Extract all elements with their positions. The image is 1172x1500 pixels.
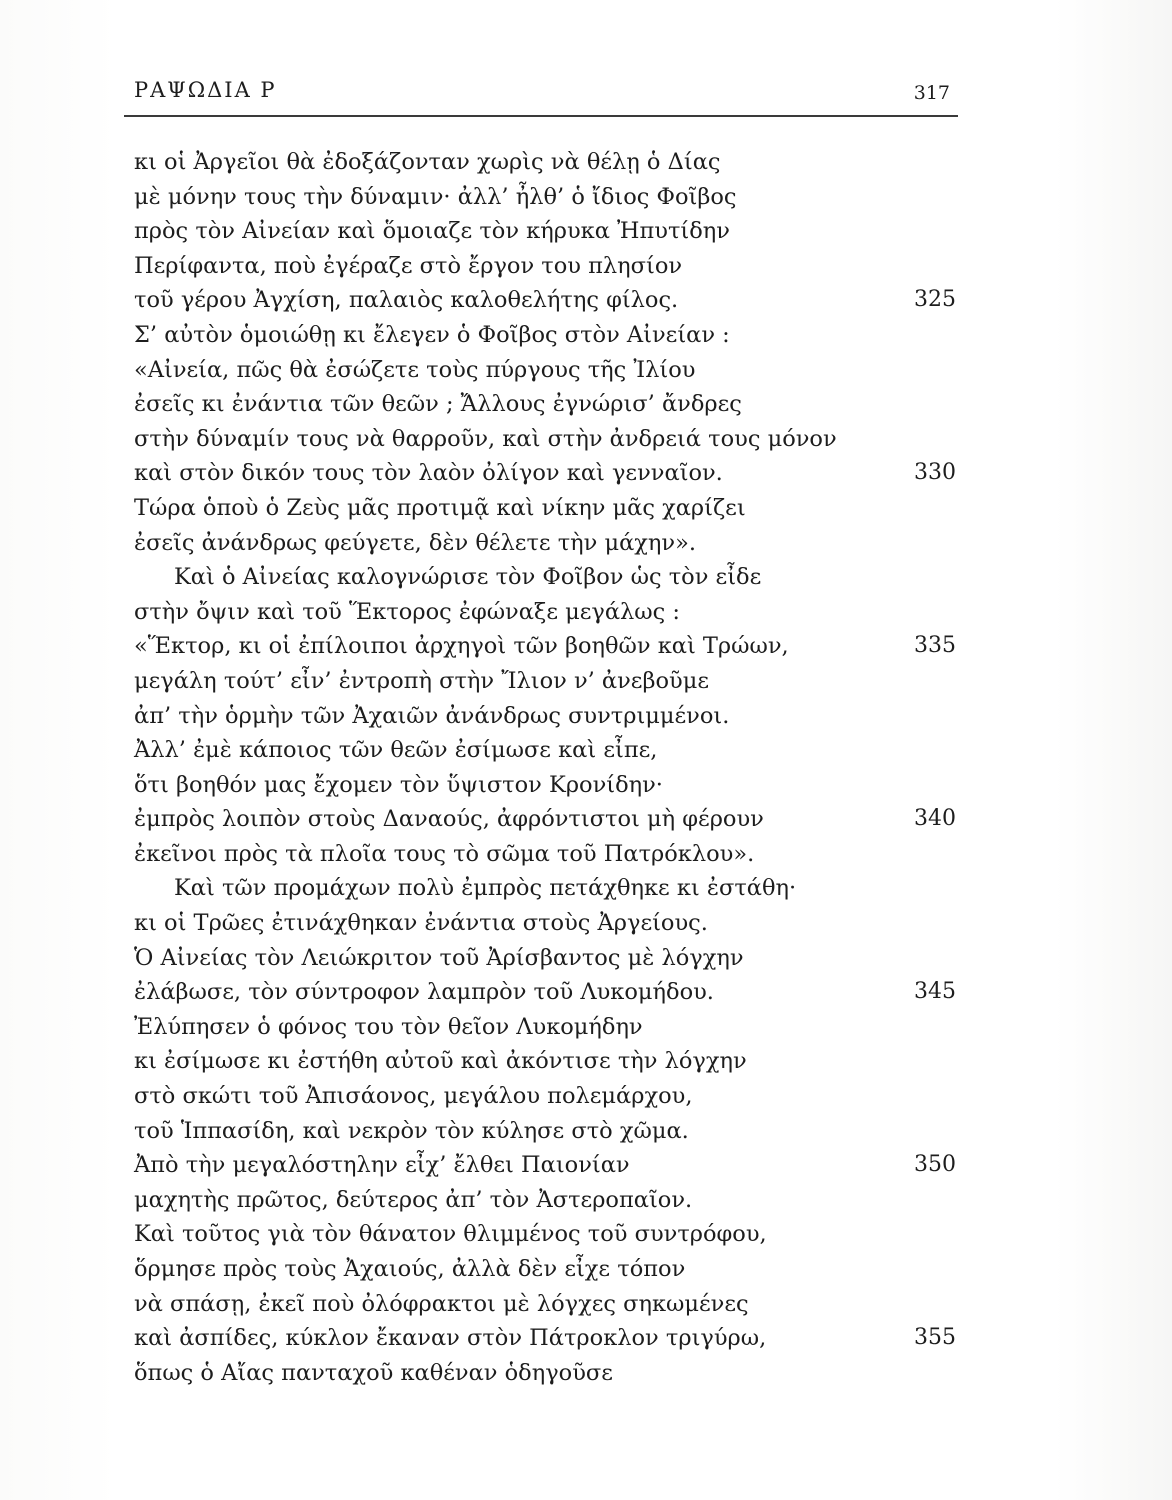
verse-text: Περίφαντα, ποὺ ἐγέραζε στὸ ἔργον του πλησίον [134, 252, 683, 279]
verse-text: μὲ μόνην τους τὴν δύναμιν· ἀλλ’ ἦλθ’ ὁ ἴδιος Φοῖβος [134, 183, 737, 210]
verse-line [134, 283, 956, 318]
verse-text: πρὸς τὸν Αἰνείαν καὶ ὅμοιαζε τὸν κήρυκα Ἠπυτίδην [134, 218, 730, 245]
verse-text: κι οἱ Τρῶες ἐτινάχθηκαν ἐνάντια στοὺς Ἀργείους. [134, 910, 708, 937]
verse-line [134, 941, 956, 976]
verse-text: ὅτι βοηθόν μας ἔχομεν τὸν ὕψιστον Κρονίδην· [134, 771, 663, 798]
verse-line [134, 733, 956, 768]
verse-text: κι οἱ Ἀργεῖοι θὰ ἐδοξάζονταν χωρὶς νὰ θέλῃ ὁ Δίας [134, 149, 721, 175]
verse-text: Καὶ τῶν προμάχων πολὺ ἐμπρὸς πετάχθηκε κι ἐστάθη· [174, 875, 797, 902]
verse-line [134, 249, 956, 284]
verse-text: στὴν ὄψιν καὶ τοῦ Ἕκτορος ἐφώναξε μεγάλως : [134, 598, 680, 625]
verse-line [134, 837, 956, 872]
verse-line [134, 802, 956, 837]
verse-text: «Ἕκτορ, κι οἱ ἐπίλοιποι ἀρχηγοὶ τῶν βοηθῶν καὶ Τρώων, [134, 633, 789, 660]
verse-line [134, 318, 956, 353]
verse-text: μεγάλη τούτ’ εἶν’ ἐντροπὴ στὴν Ἴλιον ν’ ἀνεβοῦμε [134, 667, 709, 694]
verse-line [134, 1217, 956, 1252]
line-number: 345 [914, 979, 956, 1005]
verse-line [134, 526, 956, 561]
verse-line [134, 1321, 956, 1356]
verse-line [134, 180, 956, 215]
verse-line [134, 1114, 956, 1149]
line-number: 330 [914, 460, 956, 486]
verse-text: στὸ σκώτι τοῦ Ἀπισάονος, μεγάλου πολεμάρχου, [134, 1083, 693, 1110]
verse-line [134, 456, 956, 491]
verse-line [134, 1356, 956, 1391]
verse-line [134, 768, 956, 803]
verse-text: ἐσεῖς ἀνάνδρως φεύγετε, δὲν θέλετε τὴν μάχην». [134, 529, 696, 556]
verse-text: νὰ σπάσῃ, ἐκεῖ ποὺ ὀλόφρακτοι μὲ λόγχες σηκωμένες [134, 1290, 749, 1317]
line-number: 335 [914, 633, 956, 659]
verse-text: ἐκεῖνοι πρὸς τὰ πλοῖα τους τὸ σῶμα τοῦ Πατρόκλου». [134, 840, 755, 867]
verse-text: κι ἐσίμωσε κι ἐστήθη αὐτοῦ καὶ ἀκόντισε τὴν λόγχην [134, 1048, 747, 1075]
verse-text: καὶ ἀσπίδες, κύκλον ἔκαναν στὸν Πάτροκλον τριγύρω, [134, 1325, 767, 1352]
verse-line [134, 595, 956, 630]
verse-line [134, 145, 956, 180]
verse-text: «Αἰνεία, πῶς θὰ ἐσώζετε τοὺς πύργους τῆς Ἰλίου [134, 356, 696, 383]
verse-text: τοῦ γέρου Ἀγχίση, παλαιὸς καλοθελήτης φίλος. [134, 287, 679, 314]
verse-text: ἐλάβωσε, τὸν σύντροφον λαμπρὸν τοῦ Λυκομήδου. [134, 979, 714, 1006]
verse-text: ἀπ’ τὴν ὁρμὴν τῶν Ἀχαιῶν ἀνάνδρως συντριμμένοι. [134, 702, 730, 729]
verse-text: Καὶ ὁ Αἰνείας καλογνώρισε τὸν Φοῖβον ὡς τὸν εἶδε [174, 564, 762, 591]
page-header [124, 72, 958, 116]
verse-line [134, 1287, 956, 1322]
verse-text: τοῦ Ἱππασίδη, καὶ νεκρὸν τὸν κύλησε στὸ χῶμα. [134, 1117, 689, 1144]
verse-text: ἐσεῖς κι ἐνάντια τῶν θεῶν ; Ἄλλους ἐγνώρισ’ ἄνδρες [134, 391, 742, 418]
verse-line [134, 214, 956, 249]
verse-line [134, 629, 956, 664]
verse-text: ἐμπρὸς λοιπὸν στοὺς Δαναούς, ἀφρόντιστοι μὴ φέρουν [134, 806, 764, 833]
verse-line [134, 1044, 956, 1079]
line-number: 355 [914, 1325, 956, 1351]
verse-line [134, 906, 956, 941]
verse-block [134, 145, 956, 1390]
verse-text: Ἀπὸ τὴν μεγαλόστηλην εἶχ’ ἔλθει Παιονίαν [134, 1152, 630, 1179]
verse-line [134, 1183, 956, 1218]
line-number: 350 [914, 1152, 956, 1178]
line-number: 325 [914, 287, 956, 313]
verse-line [134, 1079, 956, 1114]
verse-text: Ὁ Αἰνείας τὸν Λειώκριτον τοῦ Ἀρίσβαντος μὲ λόγχην [134, 944, 744, 971]
verse-line [134, 871, 956, 906]
verse-text: Ἐλύπησεν ὁ φόνος του τὸν θεῖον Λυκομήδην [134, 1013, 643, 1040]
verse-text: Καὶ τοῦτος γιὰ τὸν θάνατον θλιμμένος τοῦ συντρόφου, [134, 1221, 767, 1248]
verse-line [134, 560, 956, 595]
verse-line [134, 664, 956, 699]
verse-text: Τώρα ὁποὺ ὁ Ζεὺς μᾶς προτιμᾷ καὶ νίκην μᾶς χαρίζει [134, 494, 746, 521]
verse-line [134, 491, 956, 526]
verse-line [134, 1252, 956, 1287]
verse-text: στὴν δύναμίν τους νὰ θαρροῦν, καὶ στὴν ἀνδρειά τους μόνον [134, 425, 837, 452]
verse-line [134, 387, 956, 422]
verse-line [134, 1148, 956, 1183]
verse-line [134, 699, 956, 734]
verse-text: μαχητὴς πρῶτος, δεύτερος ἀπ’ τὸν Ἀστεροπαῖον. [134, 1186, 693, 1213]
verse-text: καὶ στὸν δικόν τους τὸν λαὸν ὀλίγον καὶ γενναῖον. [134, 460, 723, 487]
page-number: 317 [913, 82, 950, 104]
running-title: ΡΑΨΩΔΙΑ Ρ [134, 78, 277, 102]
verse-text: Ἀλλ’ ἐμὲ κάποιος τῶν θεῶν ἐσίμωσε καὶ εἶπε, [134, 737, 658, 764]
verse-line [134, 422, 956, 457]
verse-text: ὅπως ὁ Αἴας πανταχοῦ καθέναν ὁδηγοῦσε [134, 1359, 613, 1386]
verse-line [134, 1010, 956, 1045]
verse-line [134, 975, 956, 1010]
line-number: 340 [914, 806, 956, 832]
verse-text: ὅρμησε πρὸς τοὺς Ἀχαιούς, ἀλλὰ δὲν εἶχε τόπον [134, 1256, 686, 1282]
verse-line [134, 353, 956, 388]
verse-text: Σ’ αὐτὸν ὁμοιώθῃ κι ἔλεγεν ὁ Φοῖβος στὸν Αἰνείαν : [134, 321, 730, 348]
header-rule [124, 115, 958, 117]
